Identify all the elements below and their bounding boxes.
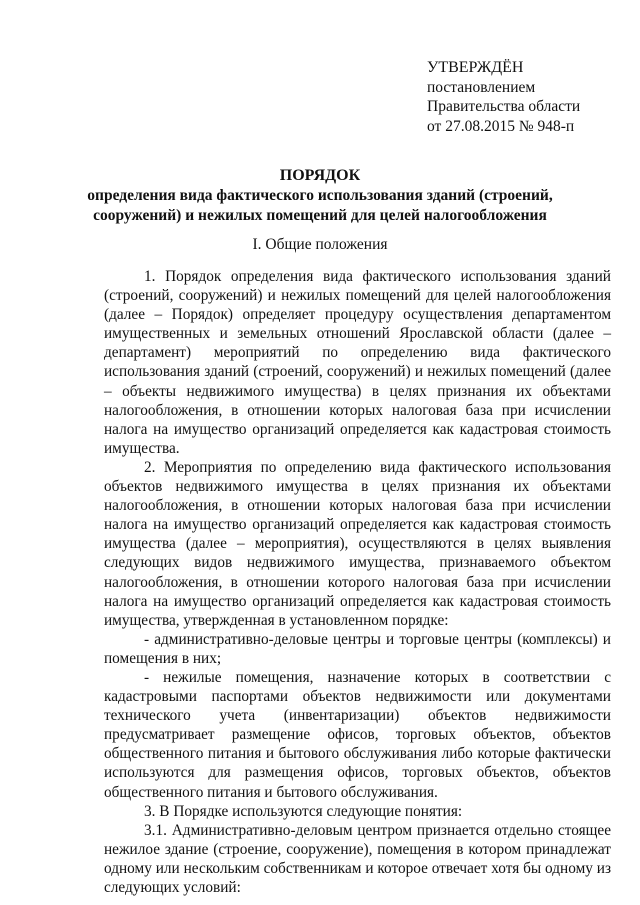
approval-line-government: Правительства области xyxy=(427,98,581,115)
document-body xyxy=(104,267,611,897)
approval-title: УТВЕРЖДЁН xyxy=(427,59,524,76)
document-subtitle: определения вида фактического использования зданий (строений, сооружений) и нежилых помещений для целей налогообложения xyxy=(87,187,553,224)
paragraph-1: 1. Порядок определения вида фактического использования зданий (строений, сооружений) и нежилых помещений для целей налогообложения (далее – Порядок) определяет процедуру осуществления департаментом имущественных и земельных отношений Ярославской области (далее – департамент) мероприятий по определению вида фактического использования зданий (строений, сооружений) и нежилых помещений (далее – объекты недвижимого имущества) в целях признания их объектами налогообложения, в отношении которых налоговая база при исчислении налога на имущество организаций определяется как кадастровая стоимость имущества. xyxy=(104,268,611,457)
approval-line-resolution: постановлением xyxy=(427,78,536,96)
document-title-block xyxy=(0,166,640,225)
section-heading: I. Общие положения xyxy=(252,236,388,253)
approval-block xyxy=(427,58,580,136)
list-item-business-centers: - административно-деловые центры и торговые центры (комплексы) и помещения в них; xyxy=(104,630,611,667)
paragraph-2: 2. Мероприятия по определению вида фактического использования объектов недвижимого имущества в целях признания их объектами налогообложения, в отношении которых налоговая база при исчислении налога на имущество организаций определяется как кадастровая стоимость имущества (далее – мероприятия), осуществляются в целях выявления следующих видов недвижимого имущества, признаваемого объектом налогообложения, в отношении которого налоговая база при исчислении налога на имущество организаций определяется как кадастровая стоимость имущества, утвержденная в установленном порядке: xyxy=(104,458,611,629)
approval-line-date-number: от 27.08.2015 № 948-п xyxy=(427,117,575,135)
document-title: ПОРЯДОК xyxy=(279,167,361,184)
list-item-nonresidential-premises: - нежилые помещения, назначение которых в соответствии с кадастровыми паспортами объектов недвижимости или документами технического учета (инвентаризации) объектов недвижимости предусматривает размещение офисов, торговых объектов, объектов общественного питания и бытового обслуживания либо которые фактически используются для размещения офисов, торговых объектов, объектов общественного питания и бытового обслуживания. xyxy=(104,668,611,801)
paragraph-3-1: 3.1. Административно-деловым центром признается отдельно стоящее нежилое здание (строение, сооружение), помещения в котором принадлежат одному или нескольким собственникам и которое отвечает хотя бы одному из следующих условий: xyxy=(104,821,611,896)
paragraph-3: 3. В Порядке используются следующие понятия: xyxy=(144,802,463,820)
